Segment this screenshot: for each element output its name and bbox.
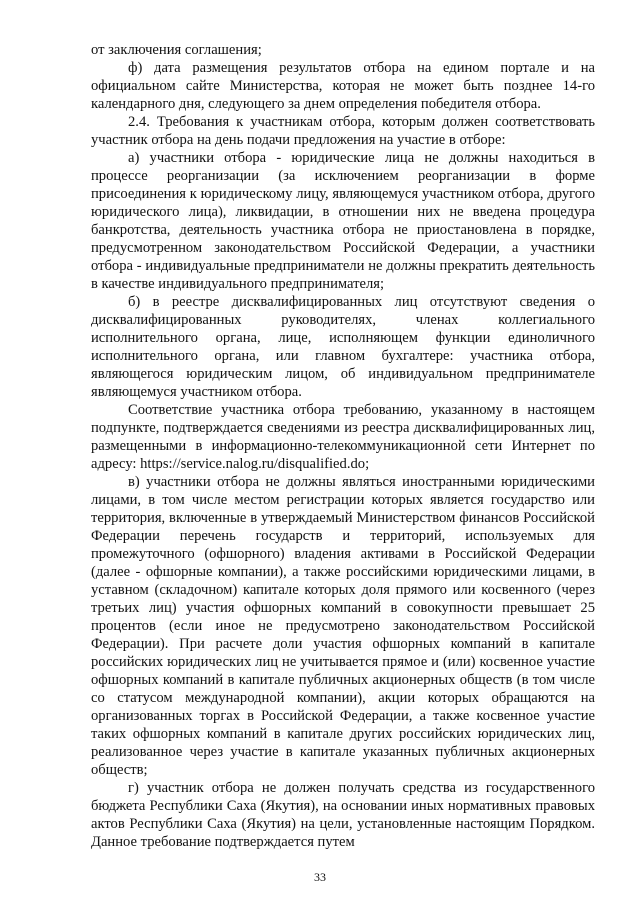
paragraph-continuation: от заключения соглашения; — [91, 42, 262, 58]
document-body — [91, 41, 595, 851]
paragraph-compliance-note: Соответствие участника отбора требованию, указанному в настоящем подпункте, подтверждается сведениями из реестра дисквалифицированных лиц, размещенными в информационно-телекоммуникационной сети Интернет по адресу: https://service.nalog.ru/disqualified.do; — [91, 402, 595, 472]
paragraph-item-b: б) в реестре дисквалифицированных лиц отсутствуют сведения о дисквалифицированных руководителях, членах коллегиального исполнительного органа, лице, исполняющем функции единоличного исполнительного органа, или главном бухгалтере: участника отбора, являющегося юридическим лицом, об индивидуальном предпринимателе являющемуся участником отбора. — [91, 294, 595, 400]
paragraph-item-g: г) участник отбора не должен получать средства из государственного бюджета Республики Саха (Якутия), на основании иных нормативных правовых актов Республики Саха (Якутия) на цели, установленные настоящим Порядком. Данное требование подтверждается путем — [91, 780, 595, 850]
paragraph-item-a: а) участники отбора - юридические лица не должны находиться в процессе реорганизации (за исключением реорганизации в форме присоединения к юридическому лицу, являющемуся участником отбора, другого юридического лица), ликвидации, в отношении них не введена процедура банкротства, деятельность участника отбора не приостановлена в порядке, предусмотренном законодательством Российской Федерации, а участники отбора - индивидуальные предприниматели не должны прекратить деятельность в качестве индивидуального предпринимателя; — [91, 150, 595, 292]
paragraph-item-v: в) участники отбора не должны являться иностранными юридическими лицами, в том числе местом регистрации которых является государство или территория, включенные в утверждаемый Министерством финансов Российской Федерации перечень государств и территорий, используемых для промежуточного (офшорного) владения активами в Российской Федерации (далее - офшорные компании), а также российскими юридическими лицами, в уставном (складочном) капитале которых доля прямого или косвенного (через третьих лиц) участия офшорных компаний в совокупности превышает 25 процентов (если иное не предусмотрено законодательством Российской Федерации). При расчете доли участия офшорных компаний в капитале российских юридических лиц не учитывается прямое и (или) косвенное участие офшорных компаний в капитале публичных акционерных обществ (в том числе со статусом международной компании), акции которых обращаются на организованных торгах в Российской Федерации, а также косвенное участие таких офшорных компаний в капитале других российских юридических лиц, реализованное через участие в капитале указанных публичных акционерных обществ; — [91, 474, 595, 778]
paragraph-section-2-4: 2.4. Требования к участникам отбора, которым должен соответствовать участник отбора на день подачи предложения на участие в отборе: — [91, 114, 595, 148]
page-number: 33 — [314, 870, 326, 884]
paragraph-item-f: ф) дата размещения результатов отбора на едином портале и на официальном сайте Министерства, которая не может быть позднее 14-го календарного дня, следующего за днем определения победителя отбора. — [91, 60, 595, 112]
